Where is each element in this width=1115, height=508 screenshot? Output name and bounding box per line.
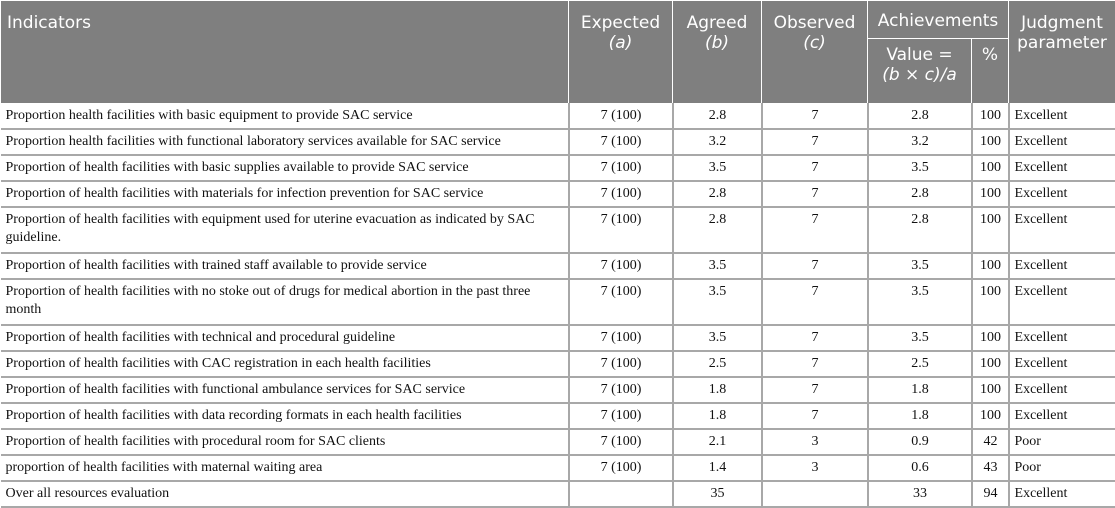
table-row xyxy=(1,377,1115,403)
value-cell: 3.5 xyxy=(868,325,972,351)
percent-cell: 100 xyxy=(972,253,1009,279)
expected-cell: 7 (100) xyxy=(569,455,673,481)
observed-cell: 3 xyxy=(762,455,868,481)
observed-cell: 7 xyxy=(762,181,868,207)
value-cell: 0.9 xyxy=(868,429,972,455)
observed-cell: 7 xyxy=(762,279,868,325)
expected-cell: 7 (100) xyxy=(569,429,673,455)
table-body xyxy=(1,104,1115,508)
percent-cell: 100 xyxy=(972,325,1009,351)
header-value-line2: (b × c)/a xyxy=(882,65,957,85)
value-cell: 3.5 xyxy=(868,155,972,181)
observed-cell: 7 xyxy=(762,207,868,253)
expected-cell: 7 (100) xyxy=(569,207,673,253)
value-cell: 33 xyxy=(868,481,972,507)
observed-cell: 3 xyxy=(762,429,868,455)
table-row xyxy=(1,129,1115,155)
observed-cell: 7 xyxy=(762,403,868,429)
table-row xyxy=(1,429,1115,455)
agreed-cell: 35 xyxy=(673,481,762,507)
table-row xyxy=(1,455,1115,481)
judgment-cell: Excellent xyxy=(1009,325,1115,351)
header-observed xyxy=(762,1,868,104)
header-agreed-var: (b) xyxy=(705,33,729,53)
value-cell: 2.5 xyxy=(868,351,972,377)
percent-cell: 100 xyxy=(972,104,1009,130)
indicator-cell: Proportion of health facilities with technical and procedural guideline xyxy=(1,325,569,351)
agreed-cell: 1.8 xyxy=(673,377,762,403)
header-achievements: Achievements xyxy=(868,1,1009,39)
value-cell: 2.8 xyxy=(868,104,972,130)
table-row xyxy=(1,104,1115,130)
percent-cell: 100 xyxy=(972,129,1009,155)
expected-cell: 7 (100) xyxy=(569,351,673,377)
header-expected-label: Expected xyxy=(581,13,660,33)
percent-cell: 100 xyxy=(972,155,1009,181)
indicator-cell: Proportion health facilities with functional laboratory services available for SAC service xyxy=(1,129,569,155)
judgment-cell: Excellent xyxy=(1009,155,1115,181)
judgment-cell: Excellent xyxy=(1009,129,1115,155)
observed-cell: 7 xyxy=(762,104,868,130)
judgment-cell: Excellent xyxy=(1009,351,1115,377)
indicator-cell: Over all resources evaluation xyxy=(1,481,569,507)
percent-cell: 100 xyxy=(972,279,1009,325)
header-observed-label: Observed xyxy=(774,13,856,33)
judgment-cell: Excellent xyxy=(1009,207,1115,253)
table-row xyxy=(1,207,1115,253)
judgment-cell: Poor xyxy=(1009,455,1115,481)
agreed-cell: 1.8 xyxy=(673,403,762,429)
expected-cell xyxy=(569,481,673,507)
agreed-cell: 3.2 xyxy=(673,129,762,155)
table-row xyxy=(1,181,1115,207)
expected-cell: 7 (100) xyxy=(569,325,673,351)
header-observed-var: (c) xyxy=(803,33,826,53)
table-row xyxy=(1,351,1115,377)
expected-cell: 7 (100) xyxy=(569,403,673,429)
agreed-cell: 3.5 xyxy=(673,325,762,351)
header-value xyxy=(868,39,972,104)
expected-cell: 7 (100) xyxy=(569,155,673,181)
expected-cell: 7 (100) xyxy=(569,377,673,403)
header-agreed-label: Agreed xyxy=(687,13,748,33)
observed-cell: 7 xyxy=(762,253,868,279)
percent-cell: 43 xyxy=(972,455,1009,481)
judgment-cell: Poor xyxy=(1009,429,1115,455)
percent-cell: 100 xyxy=(972,181,1009,207)
header-expected-var: (a) xyxy=(609,33,633,53)
judgment-cell: Excellent xyxy=(1009,104,1115,130)
header-indicators: Indicators xyxy=(1,1,569,104)
value-cell: 3.2 xyxy=(868,129,972,155)
table-row xyxy=(1,253,1115,279)
header-expected xyxy=(569,1,673,104)
value-cell: 3.5 xyxy=(868,279,972,325)
table-row xyxy=(1,403,1115,429)
table-header xyxy=(1,1,1115,104)
observed-cell: 7 xyxy=(762,377,868,403)
judgment-cell: Excellent xyxy=(1009,377,1115,403)
value-cell: 1.8 xyxy=(868,377,972,403)
agreed-cell: 2.1 xyxy=(673,429,762,455)
expected-cell: 7 (100) xyxy=(569,253,673,279)
percent-cell: 100 xyxy=(972,351,1009,377)
header-percent: % xyxy=(972,39,1009,104)
header-judgment: Judgment parameter xyxy=(1009,1,1115,104)
agreed-cell: 2.8 xyxy=(673,181,762,207)
header-agreed xyxy=(673,1,762,104)
expected-cell: 7 (100) xyxy=(569,279,673,325)
value-cell: 3.5 xyxy=(868,253,972,279)
expected-cell: 7 (100) xyxy=(569,104,673,130)
observed-cell xyxy=(762,481,868,507)
percent-cell: 100 xyxy=(972,403,1009,429)
indicator-cell: Proportion of health facilities with equipment used for uterine evacuation as indicated by SAC guideline. xyxy=(1,207,569,253)
expected-cell: 7 (100) xyxy=(569,129,673,155)
value-cell: 2.8 xyxy=(868,181,972,207)
indicator-cell: proportion of health facilities with maternal waiting area xyxy=(1,455,569,481)
percent-cell: 94 xyxy=(972,481,1009,507)
observed-cell: 7 xyxy=(762,351,868,377)
agreed-cell: 1.4 xyxy=(673,455,762,481)
agreed-cell: 3.5 xyxy=(673,155,762,181)
agreed-cell: 3.5 xyxy=(673,279,762,325)
indicator-cell: Proportion of health facilities with functional ambulance services for SAC service xyxy=(1,377,569,403)
indicator-cell: Proportion of health facilities with no stoke out of drugs for medical abortion in the past three month xyxy=(1,279,569,325)
value-cell: 2.8 xyxy=(868,207,972,253)
observed-cell: 7 xyxy=(762,129,868,155)
indicator-cell: Proportion of health facilities with CAC registration in each health facilities xyxy=(1,351,569,377)
judgment-cell: Excellent xyxy=(1009,181,1115,207)
value-cell: 0.6 xyxy=(868,455,972,481)
percent-cell: 100 xyxy=(972,207,1009,253)
percent-cell: 100 xyxy=(972,377,1009,403)
indicator-cell: Proportion of health facilities with basic supplies available to provide SAC service xyxy=(1,155,569,181)
observed-cell: 7 xyxy=(762,155,868,181)
judgment-cell: Excellent xyxy=(1009,253,1115,279)
agreed-cell: 2.5 xyxy=(673,351,762,377)
percent-cell: 42 xyxy=(972,429,1009,455)
table-row xyxy=(1,325,1115,351)
indicator-cell: Proportion health facilities with basic equipment to provide SAC service xyxy=(1,104,569,130)
agreed-cell: 3.5 xyxy=(673,253,762,279)
header-value-line1: Value = xyxy=(886,45,952,65)
value-cell: 1.8 xyxy=(868,403,972,429)
observed-cell: 7 xyxy=(762,325,868,351)
judgment-cell: Excellent xyxy=(1009,481,1115,507)
indicator-cell: Proportion of health facilities with trained staff available to provide service xyxy=(1,253,569,279)
indicator-cell: Proportion of health facilities with procedural room for SAC clients xyxy=(1,429,569,455)
table-row xyxy=(1,155,1115,181)
judgment-cell: Excellent xyxy=(1009,279,1115,325)
indicator-cell: Proportion of health facilities with data recording formats in each health facilities xyxy=(1,403,569,429)
judgment-cell: Excellent xyxy=(1009,403,1115,429)
table-row xyxy=(1,481,1115,507)
table-row xyxy=(1,279,1115,325)
agreed-cell: 2.8 xyxy=(673,207,762,253)
expected-cell: 7 (100) xyxy=(569,181,673,207)
indicator-cell: Proportion of health facilities with materials for infection prevention for SAC service xyxy=(1,181,569,207)
agreed-cell: 2.8 xyxy=(673,104,762,130)
